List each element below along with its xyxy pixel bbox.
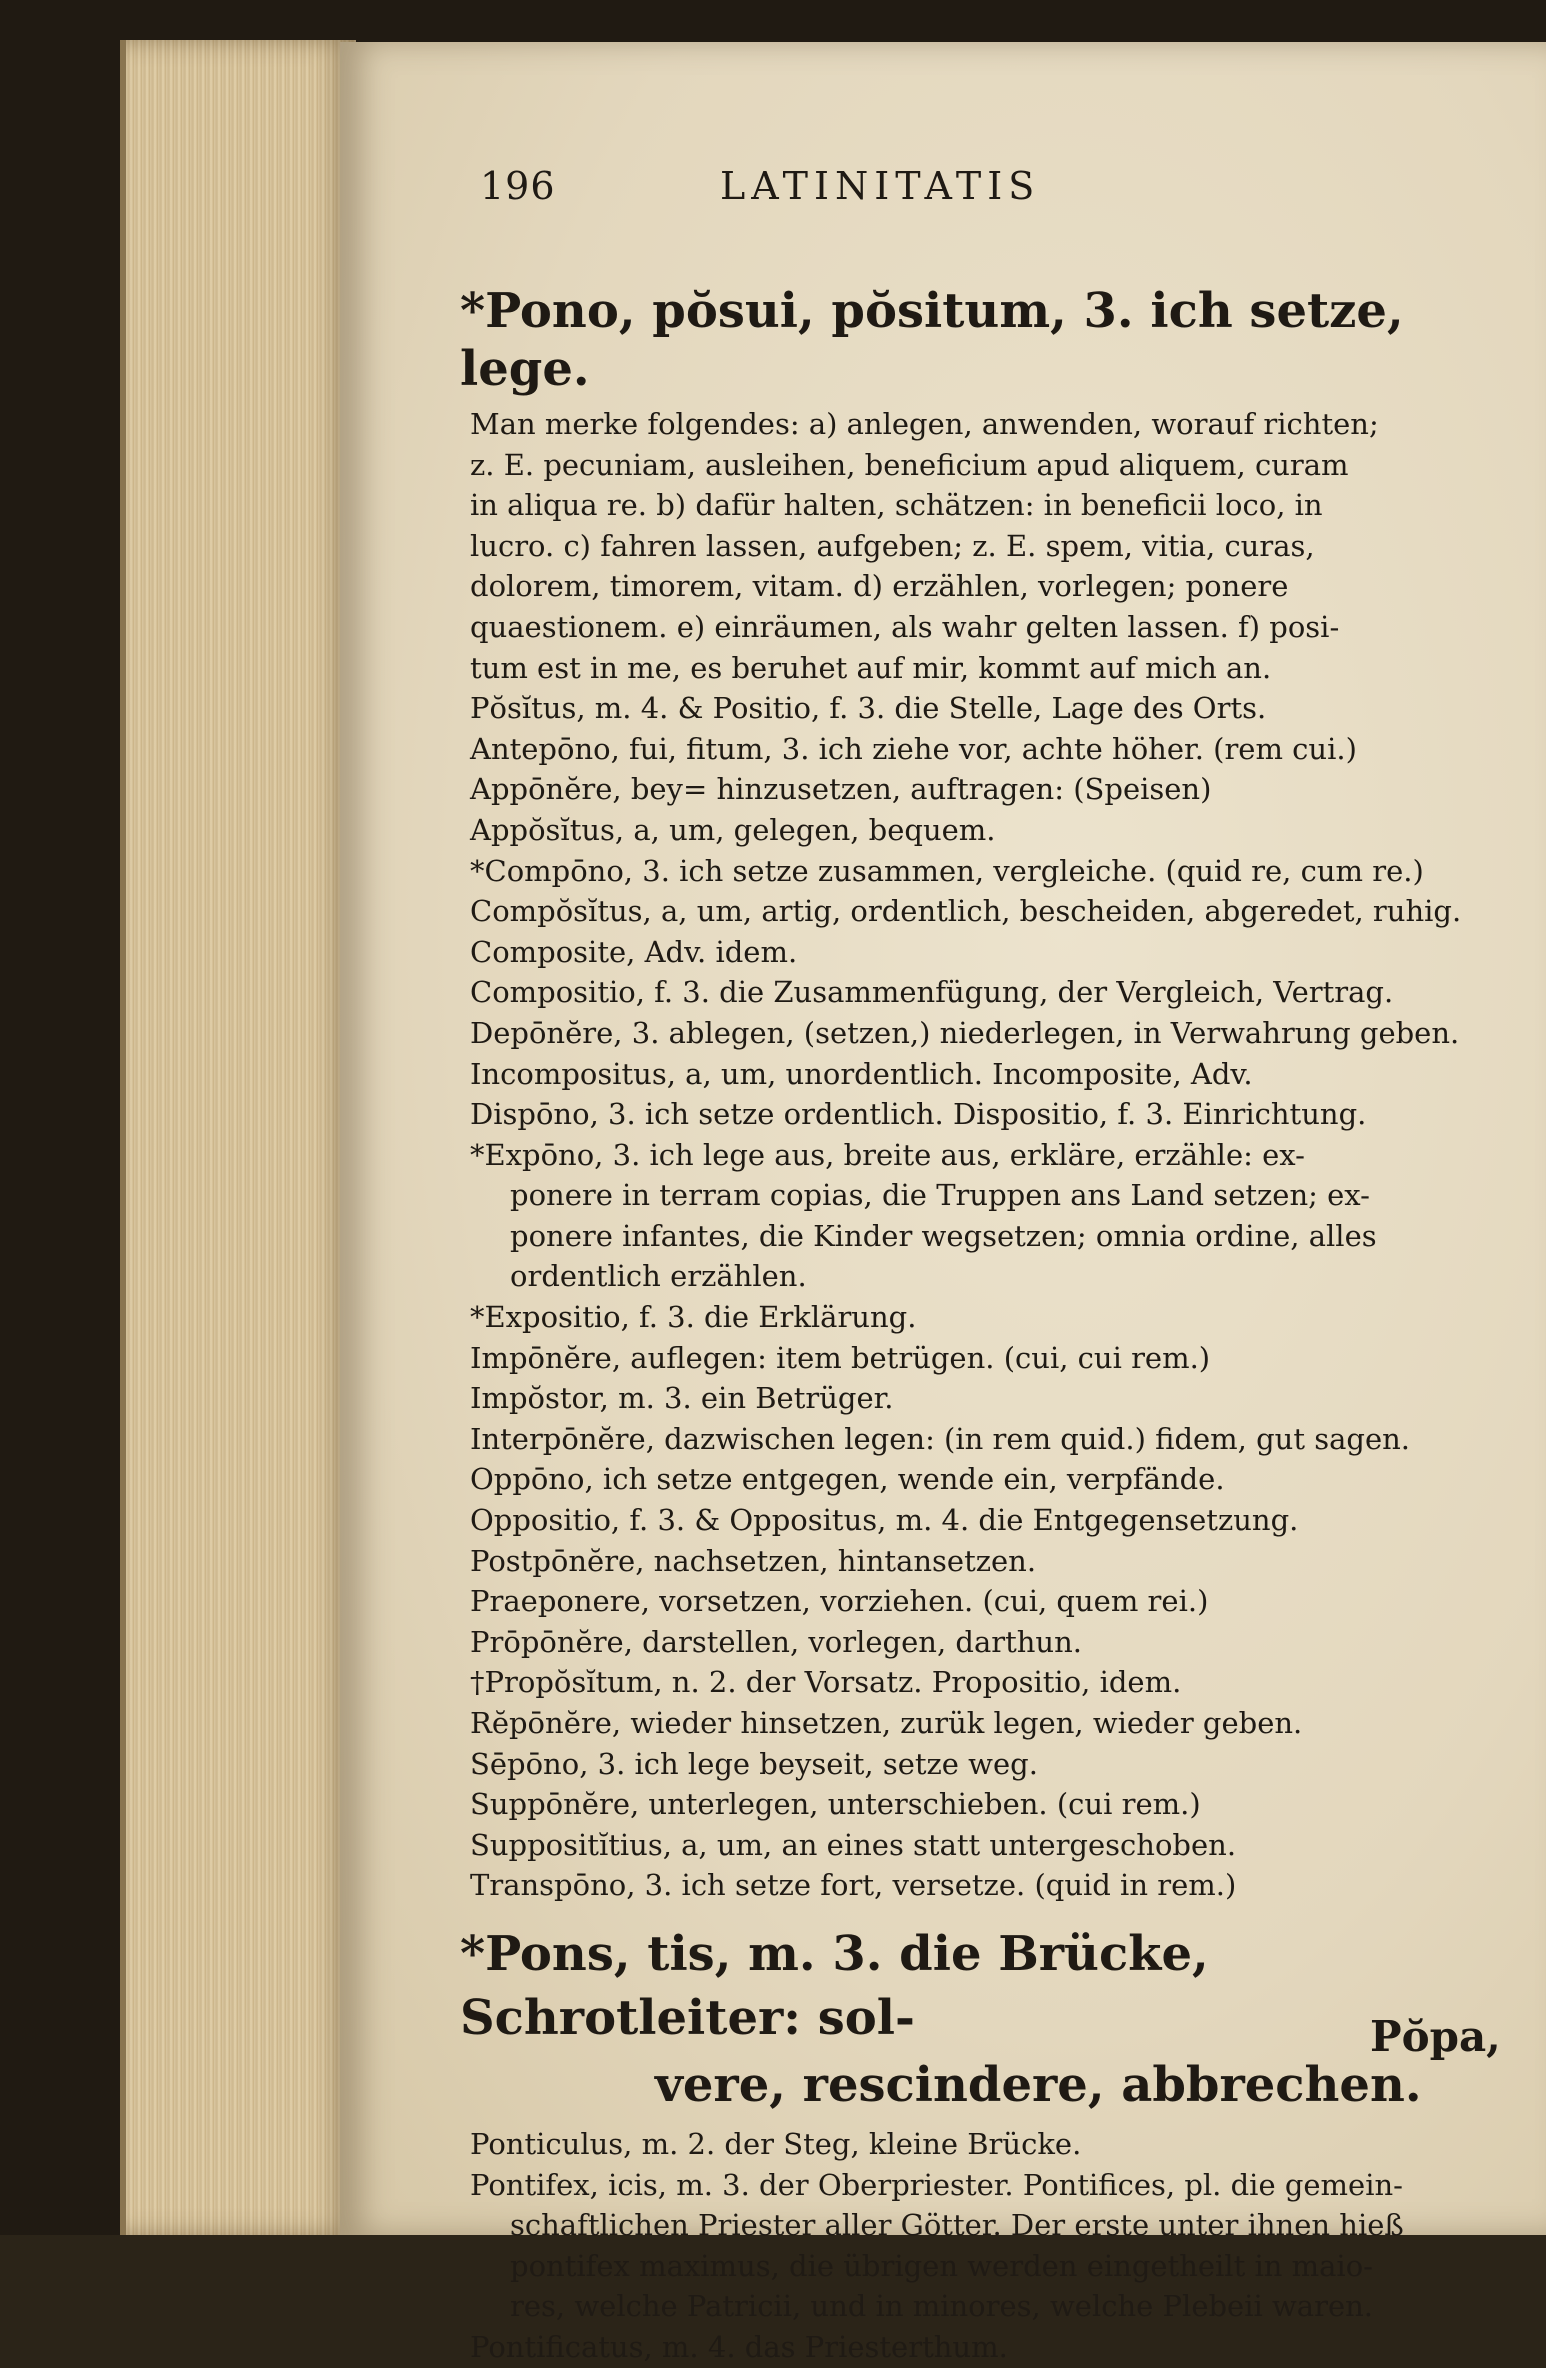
text-line: z. E. pecuniam, ausleihen, beneficium apud aliquem, curam [470, 447, 1349, 482]
catchword: Pŏpa, [1370, 2012, 1501, 2061]
text-line: Appōnĕre, bey= hinzusetzen, auftragen: (Speisen) [470, 772, 1212, 807]
text-line: *Compōno, 3. ich setze zusammen, vergleiche. (quid re, cum re.) [470, 853, 1424, 888]
text-line-indented: ordentlich erzählen. [510, 1259, 807, 1294]
text-line: Oppositio, f. 3. & Oppositus, m. 4. die Entgegensetzung. [470, 1503, 1299, 1538]
text-line: Compŏsĭtus, a, um, artig, ordentlich, bescheiden, abgeredet, ruhig. [470, 894, 1462, 929]
text-line: Incompositus, a, um, unordentlich. Incomposite, Adv. [470, 1056, 1253, 1091]
text-line: Suppositĭtius, a, um, an eines statt untergeschoben. [470, 1827, 1237, 1862]
text-line-indented: ponere in terram copias, die Truppen ans Land setzen; ex- [510, 1178, 1370, 1213]
text-line: Pontifex, icis, m. 3. der Oberpriester. Pontifices, pl. die gemein- [470, 2167, 1403, 2202]
book-page-edges [120, 40, 356, 2235]
book-page [340, 42, 1546, 2364]
text-line: Rĕpōnĕre, wieder hinsetzen, zurük legen, wieder geben. [470, 1706, 1303, 1740]
page-header [480, 164, 1480, 224]
text-line: Praeponere, vorsetzen, vorziehen. (cui, quem rei.) [470, 1584, 1209, 1619]
text-line: Pŏsĭtus, m. 4. & Positio, f. 3. die Stelle, Lage des Orts. [470, 691, 1267, 726]
text-line: Impŏstor, m. 3. ein Betrüger. [470, 1381, 894, 1416]
text-line: Suppōnĕre, unterlegen, unterschieben. (cui rem.) [470, 1787, 1201, 1822]
entry-headword-pono: *Pono, pŏsui, pŏsitum, 3. ich setze, lege. [460, 283, 1404, 397]
text-line: *Expōno, 3. ich lege aus, breite aus, erkläre, erzähle: ex- [470, 1137, 1305, 1172]
text-line-indented: pontifex maximus, die übrigen werden eingetheilt in maio- [510, 2248, 1373, 2283]
text-line: Sēpōno, 3. ich lege beyseit, setze weg. [470, 1746, 1038, 1781]
text-line: *Expositio, f. 3. die Erklärung. [470, 1300, 917, 1335]
text-line: quaestionem. e) einräumen, als wahr gelten lassen. f) posi- [470, 609, 1340, 644]
text-line: Antepōno, fui, fitum, 3. ich ziehe vor, achte höher. (rem cui.) [470, 731, 1357, 766]
text-line: †Propŏsĭtum, n. 2. der Vorsatz. Propositio, idem. [470, 1665, 1182, 1700]
text-line-indented: ponere infantes, die Kinder wegsetzen; omnia ordine, alles [510, 1218, 1377, 1253]
entry-headword-pons: *Pons, tis, m. 3. die Brücke, Schrotleiter: sol- [460, 1925, 1209, 2046]
entry-pono-lines [470, 404, 1490, 1906]
running-head: LATINITATIS [720, 164, 1041, 208]
text-line: tum est in me, es beruhet auf mir, kommt auf mich an. [470, 650, 1272, 685]
text-line: Dispōno, 3. ich setze ordentlich. Dispositio, f. 3. Einrichtung. [470, 1097, 1367, 1132]
text-line: lucro. c) fahren lassen, aufgeben; z. E. spem, vitia, curas, [470, 528, 1315, 563]
entry-headword-pons-continued: vere, rescindere, abbrechen. [655, 2056, 1422, 2113]
text-line: Man merke folgendes: a) anlegen, anwenden, worauf richten; [470, 407, 1379, 441]
text-line: dolorem, timorem, vitam. d) erzählen, vorlegen; ponere [470, 569, 1289, 604]
text-line: Depōnĕre, 3. ablegen, (setzen,) niederlegen, in Verwahrung geben. [470, 1015, 1460, 1050]
text-line: Ponticulus, m. 2. der Steg, kleine Brücke. [470, 2126, 1082, 2161]
page-content [460, 282, 1490, 2368]
text-line: Oppōno, ich setze entgegen, wende ein, verpfände. [470, 1462, 1225, 1497]
text-line: in aliqua re. b) dafür halten, schätzen: in beneficii loco, in [470, 488, 1323, 523]
text-line: Impōnĕre, auflegen: item betrügen. (cui, cui rem.) [470, 1340, 1211, 1375]
text-line: Interpōnĕre, dazwischen legen: (in rem quid.) fidem, gut sagen. [470, 1421, 1411, 1456]
text-line: Postpōnĕre, nachsetzen, hintansetzen. [470, 1543, 1037, 1578]
text-line: Prōpōnĕre, darstellen, vorlegen, darthun. [470, 1624, 1083, 1659]
text-line-indented: schaftlichen Priester aller Götter. Der erste unter ihnen hieß [510, 2208, 1404, 2243]
text-line: Transpōno, 3. ich setze fort, versetze. (quid in rem.) [470, 1868, 1237, 1903]
text-line-indented: res, welche Patricii, und in minores, welche Plebeii waren. [510, 2289, 1374, 2324]
text-line: Appŏsĭtus, a, um, gelegen, bequem. [470, 812, 996, 847]
text-line: Composite, Adv. idem. [470, 934, 798, 969]
text-line: Pontificatus, m. 4. das Priesterthum. [470, 2329, 1008, 2364]
page-number: 196 [480, 164, 556, 208]
entry-pons-lines [470, 2124, 1490, 2368]
text-line: Compositio, f. 3. die Zusammenfügung, der Vergleich, Vertrag. [470, 975, 1394, 1010]
